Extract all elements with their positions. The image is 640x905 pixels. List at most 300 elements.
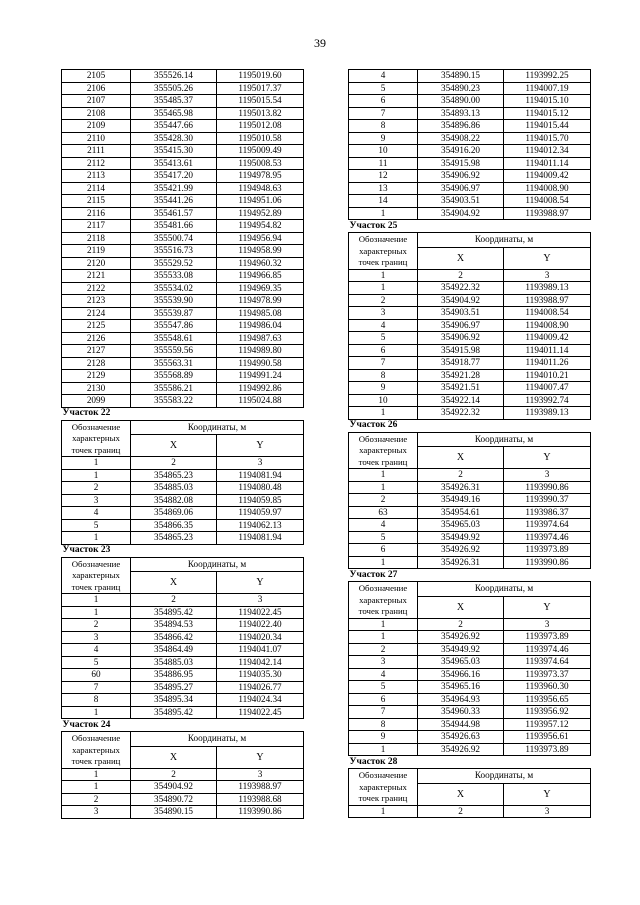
y-coordinate-cell: 1193956.92 bbox=[504, 706, 591, 719]
y-coordinate-cell: 1194011.14 bbox=[504, 344, 591, 357]
y-coordinate-cell: 1193986.37 bbox=[504, 506, 591, 519]
x-coordinate-cell: 355526.14 bbox=[131, 70, 217, 83]
point-id-cell: 2106 bbox=[62, 82, 131, 95]
column-number-cell: 2 bbox=[418, 805, 504, 818]
point-id-cell: 4 bbox=[349, 519, 418, 532]
coordinates-header: Координаты, м bbox=[131, 420, 304, 435]
point-id-cell: 2 bbox=[62, 482, 131, 495]
y-coordinate-cell: 1194966.85 bbox=[217, 270, 304, 283]
column-number-cell: 1 bbox=[62, 457, 131, 470]
x-coordinate-cell: 354894.53 bbox=[131, 619, 217, 632]
y-header: Y bbox=[217, 746, 304, 768]
y-coordinate-cell: 1193988.97 bbox=[217, 781, 304, 794]
table-row bbox=[349, 531, 591, 544]
x-coordinate-cell: 355529.52 bbox=[131, 257, 217, 270]
point-id-cell: 2107 bbox=[62, 95, 131, 108]
table-row bbox=[62, 706, 304, 719]
table-row bbox=[62, 656, 304, 669]
coordinates-table-left bbox=[61, 69, 304, 819]
point-id-cell: 2112 bbox=[62, 157, 131, 170]
designation-header: Обозначение характерных точек границ bbox=[349, 769, 418, 806]
table-row bbox=[62, 170, 304, 183]
point-id-cell: 7 bbox=[62, 681, 131, 694]
section-title: Участок 27 bbox=[349, 569, 591, 582]
designation-header: Обозначение характерных точек границ bbox=[349, 233, 418, 270]
section-title-row bbox=[349, 419, 591, 432]
x-coordinate-cell: 354966.16 bbox=[418, 668, 504, 681]
y-coordinate-cell: 1194012.34 bbox=[504, 145, 591, 158]
table-row bbox=[62, 619, 304, 632]
point-id-cell: 2110 bbox=[62, 132, 131, 145]
x-coordinate-cell: 354866.42 bbox=[131, 631, 217, 644]
y-coordinate-cell: 1194952.89 bbox=[217, 207, 304, 220]
y-coordinate-cell: 1194989.80 bbox=[217, 345, 304, 358]
table-row bbox=[62, 257, 304, 270]
table-row bbox=[62, 806, 304, 819]
y-coordinate-cell: 1194009.42 bbox=[504, 170, 591, 183]
point-id-cell: 9 bbox=[349, 731, 418, 744]
x-coordinate-cell: 354890.72 bbox=[131, 793, 217, 806]
x-coordinate-cell: 355539.90 bbox=[131, 295, 217, 308]
point-id-cell: 6 bbox=[349, 544, 418, 557]
x-coordinate-cell: 354895.27 bbox=[131, 681, 217, 694]
point-id-cell: 1 bbox=[62, 781, 131, 794]
y-coordinate-cell: 1193990.86 bbox=[504, 556, 591, 569]
x-header: X bbox=[131, 435, 217, 457]
y-coordinate-cell: 1194992.86 bbox=[217, 382, 304, 395]
x-coordinate-cell: 354964.93 bbox=[418, 693, 504, 706]
point-id-cell: 1 bbox=[62, 606, 131, 619]
y-coordinate-cell: 1193956.61 bbox=[504, 731, 591, 744]
section-title-row bbox=[62, 407, 304, 420]
point-id-cell: 2127 bbox=[62, 345, 131, 358]
column-number-cell: 1 bbox=[349, 469, 418, 482]
point-id-cell: 2099 bbox=[62, 395, 131, 408]
y-coordinate-cell: 1194008.54 bbox=[504, 307, 591, 320]
column-number-cell: 3 bbox=[504, 805, 591, 818]
column-number-cell: 2 bbox=[131, 768, 217, 781]
x-coordinate-cell: 354885.03 bbox=[131, 482, 217, 495]
point-id-cell: 2111 bbox=[62, 145, 131, 158]
left-column bbox=[61, 69, 303, 819]
x-coordinate-cell: 355417.20 bbox=[131, 170, 217, 183]
y-coordinate-cell: 1193992.25 bbox=[504, 70, 591, 83]
table-row bbox=[62, 70, 304, 83]
table-row bbox=[349, 294, 591, 307]
x-coordinate-cell: 354922.32 bbox=[418, 407, 504, 420]
y-header: Y bbox=[504, 783, 591, 805]
point-id-cell: 5 bbox=[349, 82, 418, 95]
coordinates-header: Координаты, м bbox=[418, 233, 591, 248]
designation-header: Обозначение характерных точек границ bbox=[349, 582, 418, 619]
x-coordinate-cell: 355485.37 bbox=[131, 95, 217, 108]
table-row bbox=[349, 157, 591, 170]
y-coordinate-cell: 1194015.70 bbox=[504, 132, 591, 145]
table-row bbox=[62, 644, 304, 657]
point-id-cell: 3 bbox=[62, 631, 131, 644]
y-coordinate-cell: 1194956.94 bbox=[217, 232, 304, 245]
x-coordinate-cell: 354866.35 bbox=[131, 519, 217, 532]
table-row bbox=[349, 382, 591, 395]
point-id-cell: 5 bbox=[349, 332, 418, 345]
y-coordinate-cell: 1194969.35 bbox=[217, 282, 304, 295]
y-coordinate-cell: 1194041.07 bbox=[217, 644, 304, 657]
x-coordinate-cell: 354916.20 bbox=[418, 145, 504, 158]
designation-header: Обозначение характерных точек границ bbox=[62, 732, 131, 769]
column-number-cell: 2 bbox=[418, 269, 504, 282]
point-id-cell: 10 bbox=[349, 145, 418, 158]
table-row bbox=[62, 482, 304, 495]
x-coordinate-cell: 354949.16 bbox=[418, 494, 504, 507]
x-coordinate-cell: 354882.08 bbox=[131, 494, 217, 507]
table-row bbox=[349, 706, 591, 719]
point-id-cell: 5 bbox=[62, 656, 131, 669]
x-coordinate-cell: 354926.31 bbox=[418, 481, 504, 494]
y-header: Y bbox=[217, 572, 304, 594]
column-number-cell: 1 bbox=[62, 594, 131, 607]
x-coordinate-cell: 354906.92 bbox=[418, 332, 504, 345]
section-title-row bbox=[62, 544, 304, 557]
x-coordinate-cell: 354904.92 bbox=[418, 294, 504, 307]
x-coordinate-cell: 354890.00 bbox=[418, 95, 504, 108]
column-number-row bbox=[62, 768, 304, 781]
table-row bbox=[349, 407, 591, 420]
section-title: Участок 24 bbox=[62, 719, 304, 732]
point-id-cell: 8 bbox=[349, 718, 418, 731]
table-row bbox=[349, 556, 591, 569]
y-coordinate-cell: 1194007.19 bbox=[504, 82, 591, 95]
column-number-cell: 2 bbox=[418, 618, 504, 631]
point-id-cell: 2129 bbox=[62, 370, 131, 383]
y-coordinate-cell: 1193974.64 bbox=[504, 519, 591, 532]
coordinates-header: Координаты, м bbox=[131, 557, 304, 572]
y-coordinate-cell: 1195017.37 bbox=[217, 82, 304, 95]
point-id-cell: 2116 bbox=[62, 207, 131, 220]
x-header: X bbox=[131, 746, 217, 768]
column-number-cell: 3 bbox=[504, 618, 591, 631]
x-coordinate-cell: 354864.49 bbox=[131, 644, 217, 657]
table-row bbox=[349, 82, 591, 95]
table-row bbox=[349, 120, 591, 133]
x-coordinate-cell: 354893.13 bbox=[418, 107, 504, 120]
coordinates-header: Координаты, м bbox=[418, 769, 591, 784]
x-coordinate-cell: 354890.23 bbox=[418, 82, 504, 95]
point-id-cell: 63 bbox=[349, 506, 418, 519]
section-title-row bbox=[349, 569, 591, 582]
table-row bbox=[62, 345, 304, 358]
y-coordinate-cell: 1194015.12 bbox=[504, 107, 591, 120]
point-id-cell: 1 bbox=[349, 743, 418, 756]
table-row bbox=[62, 494, 304, 507]
table-row bbox=[62, 320, 304, 333]
x-coordinate-cell: 354921.28 bbox=[418, 369, 504, 382]
y-coordinate-cell: 1194990.58 bbox=[217, 357, 304, 370]
y-coordinate-cell: 1195009.49 bbox=[217, 145, 304, 158]
point-id-cell: 8 bbox=[349, 369, 418, 382]
point-id-cell: 3 bbox=[349, 656, 418, 669]
y-coordinate-cell: 1194022.45 bbox=[217, 706, 304, 719]
y-coordinate-cell: 1194948.63 bbox=[217, 182, 304, 195]
point-id-cell: 2109 bbox=[62, 120, 131, 133]
point-id-cell: 6 bbox=[349, 95, 418, 108]
y-coordinate-cell: 1194985.08 bbox=[217, 307, 304, 320]
x-coordinate-cell: 354904.92 bbox=[131, 781, 217, 794]
y-coordinate-cell: 1194081.94 bbox=[217, 532, 304, 545]
table-row bbox=[349, 544, 591, 557]
y-coordinate-cell: 1193974.46 bbox=[504, 643, 591, 656]
section-title: Участок 23 bbox=[62, 544, 304, 557]
y-coordinate-cell: 1194015.44 bbox=[504, 120, 591, 133]
column-number-cell: 1 bbox=[349, 618, 418, 631]
x-coordinate-cell: 354886.95 bbox=[131, 669, 217, 682]
y-coordinate-cell: 1193989.13 bbox=[504, 282, 591, 295]
point-id-cell: 2125 bbox=[62, 320, 131, 333]
x-coordinate-cell: 354865.23 bbox=[131, 469, 217, 482]
x-coordinate-cell: 354906.97 bbox=[418, 319, 504, 332]
designation-header: Обозначение характерных точек границ bbox=[349, 432, 418, 469]
x-coordinate-cell: 354890.15 bbox=[418, 70, 504, 83]
table-row bbox=[62, 370, 304, 383]
x-coordinate-cell: 355465.98 bbox=[131, 107, 217, 120]
point-id-cell: 2128 bbox=[62, 357, 131, 370]
table-row bbox=[349, 319, 591, 332]
point-id-cell: 2124 bbox=[62, 307, 131, 320]
coordinates-table-right bbox=[348, 69, 591, 818]
table-row bbox=[349, 743, 591, 756]
y-coordinate-cell: 1193992.74 bbox=[504, 394, 591, 407]
x-coordinate-cell: 355583.22 bbox=[131, 395, 217, 408]
column-number-row bbox=[62, 457, 304, 470]
point-id-cell: 4 bbox=[349, 70, 418, 83]
table-row bbox=[62, 519, 304, 532]
y-coordinate-cell: 1194986.04 bbox=[217, 320, 304, 333]
table-row bbox=[62, 132, 304, 145]
x-coordinate-cell: 355500.74 bbox=[131, 232, 217, 245]
y-coordinate-cell: 1193989.13 bbox=[504, 407, 591, 420]
x-coordinate-cell: 354915.98 bbox=[418, 157, 504, 170]
point-id-cell: 1 bbox=[349, 481, 418, 494]
table-row bbox=[62, 157, 304, 170]
point-id-cell: 2113 bbox=[62, 170, 131, 183]
point-id-cell: 1 bbox=[349, 631, 418, 644]
table-row bbox=[62, 507, 304, 520]
table-row bbox=[62, 145, 304, 158]
point-id-cell: 9 bbox=[349, 382, 418, 395]
table-row bbox=[62, 295, 304, 308]
column-number-cell: 2 bbox=[418, 469, 504, 482]
table-row bbox=[349, 182, 591, 195]
point-id-cell: 2 bbox=[349, 294, 418, 307]
x-coordinate-cell: 355559.56 bbox=[131, 345, 217, 358]
y-coordinate-cell: 1194011.14 bbox=[504, 157, 591, 170]
x-coordinate-cell: 354904.92 bbox=[418, 207, 504, 220]
x-coordinate-cell: 355547.86 bbox=[131, 320, 217, 333]
point-id-cell: 2117 bbox=[62, 220, 131, 233]
point-id-cell: 2 bbox=[349, 494, 418, 507]
table-row bbox=[349, 731, 591, 744]
section-title-row bbox=[349, 220, 591, 233]
right-column bbox=[348, 69, 590, 818]
y-coordinate-cell: 1194960.32 bbox=[217, 257, 304, 270]
table-header-row bbox=[349, 769, 591, 784]
table-header-row bbox=[62, 557, 304, 572]
x-coordinate-cell: 354885.03 bbox=[131, 656, 217, 669]
column-number-row bbox=[349, 269, 591, 282]
point-id-cell: 6 bbox=[349, 344, 418, 357]
x-coordinate-cell: 355586.21 bbox=[131, 382, 217, 395]
x-coordinate-cell: 354895.42 bbox=[131, 706, 217, 719]
y-coordinate-cell: 1194011.26 bbox=[504, 357, 591, 370]
table-row bbox=[62, 781, 304, 794]
point-id-cell: 1 bbox=[62, 469, 131, 482]
table-row bbox=[62, 270, 304, 283]
x-coordinate-cell: 355481.66 bbox=[131, 220, 217, 233]
column-number-row bbox=[349, 618, 591, 631]
point-id-cell: 5 bbox=[349, 531, 418, 544]
y-coordinate-cell: 1195012.08 bbox=[217, 120, 304, 133]
point-id-cell: 13 bbox=[349, 182, 418, 195]
x-coordinate-cell: 354915.98 bbox=[418, 344, 504, 357]
table-row bbox=[62, 532, 304, 545]
table-row bbox=[62, 382, 304, 395]
y-coordinate-cell: 1193973.37 bbox=[504, 668, 591, 681]
column-number-cell: 2 bbox=[131, 594, 217, 607]
x-coordinate-cell: 355415.30 bbox=[131, 145, 217, 158]
table-row bbox=[62, 307, 304, 320]
point-id-cell: 2 bbox=[62, 619, 131, 632]
point-id-cell: 8 bbox=[62, 694, 131, 707]
table-row bbox=[62, 631, 304, 644]
table-row bbox=[62, 282, 304, 295]
x-coordinate-cell: 354926.92 bbox=[418, 743, 504, 756]
y-coordinate-cell: 1194008.54 bbox=[504, 195, 591, 208]
section-title-row bbox=[62, 719, 304, 732]
point-id-cell: 1 bbox=[349, 207, 418, 220]
x-coordinate-cell: 354865.23 bbox=[131, 532, 217, 545]
column-number-cell: 3 bbox=[504, 469, 591, 482]
column-number-row bbox=[62, 594, 304, 607]
x-coordinate-cell: 354906.97 bbox=[418, 182, 504, 195]
coordinates-header: Координаты, м bbox=[418, 432, 591, 447]
point-id-cell: 6 bbox=[349, 693, 418, 706]
x-coordinate-cell: 354926.31 bbox=[418, 556, 504, 569]
y-coordinate-cell: 1193990.86 bbox=[217, 806, 304, 819]
y-coordinate-cell: 1194991.24 bbox=[217, 370, 304, 383]
table-row bbox=[62, 395, 304, 408]
y-coordinate-cell: 1194951.06 bbox=[217, 195, 304, 208]
section-title: Участок 28 bbox=[349, 756, 591, 769]
column-number-cell: 2 bbox=[131, 457, 217, 470]
x-coordinate-cell: 354926.63 bbox=[418, 731, 504, 744]
table-row bbox=[349, 95, 591, 108]
x-coordinate-cell: 355421.99 bbox=[131, 182, 217, 195]
y-coordinate-cell: 1194958.99 bbox=[217, 245, 304, 258]
section-title: Участок 26 bbox=[349, 419, 591, 432]
table-row bbox=[62, 107, 304, 120]
x-coordinate-cell: 354965.03 bbox=[418, 519, 504, 532]
table-row bbox=[62, 694, 304, 707]
column-number-row bbox=[349, 805, 591, 818]
point-id-cell: 8 bbox=[349, 120, 418, 133]
y-coordinate-cell: 1193988.97 bbox=[504, 207, 591, 220]
table-row bbox=[62, 207, 304, 220]
y-coordinate-cell: 1194022.40 bbox=[217, 619, 304, 632]
x-header: X bbox=[131, 572, 217, 594]
table-row bbox=[349, 357, 591, 370]
table-row bbox=[62, 606, 304, 619]
table-row bbox=[349, 631, 591, 644]
table-header-row bbox=[349, 432, 591, 447]
table-row bbox=[349, 282, 591, 295]
x-coordinate-cell: 354926.92 bbox=[418, 631, 504, 644]
y-coordinate-cell: 1193957.12 bbox=[504, 718, 591, 731]
coordinates-header: Координаты, м bbox=[131, 732, 304, 747]
point-id-cell: 7 bbox=[349, 357, 418, 370]
y-coordinate-cell: 1193990.86 bbox=[504, 481, 591, 494]
point-id-cell: 2119 bbox=[62, 245, 131, 258]
point-id-cell: 2105 bbox=[62, 70, 131, 83]
table-row bbox=[349, 481, 591, 494]
y-coordinate-cell: 1194009.42 bbox=[504, 332, 591, 345]
point-id-cell: 7 bbox=[349, 107, 418, 120]
x-coordinate-cell: 354903.51 bbox=[418, 195, 504, 208]
x-coordinate-cell: 354896.86 bbox=[418, 120, 504, 133]
x-coordinate-cell: 354944.98 bbox=[418, 718, 504, 731]
table-row bbox=[349, 307, 591, 320]
point-id-cell: 1 bbox=[62, 532, 131, 545]
table-row bbox=[62, 82, 304, 95]
table-row bbox=[349, 643, 591, 656]
y-coordinate-cell: 1193974.46 bbox=[504, 531, 591, 544]
table-row bbox=[349, 170, 591, 183]
point-id-cell: 14 bbox=[349, 195, 418, 208]
table-row bbox=[349, 668, 591, 681]
table-row bbox=[349, 332, 591, 345]
table-row bbox=[349, 195, 591, 208]
table-row bbox=[349, 207, 591, 220]
y-header: Y bbox=[504, 596, 591, 618]
table-row bbox=[349, 494, 591, 507]
section-title: Участок 25 bbox=[349, 220, 591, 233]
column-number-cell: 3 bbox=[217, 457, 304, 470]
y-coordinate-cell: 1193973.89 bbox=[504, 544, 591, 557]
y-coordinate-cell: 1194059.85 bbox=[217, 494, 304, 507]
table-row bbox=[349, 718, 591, 731]
point-id-cell: 60 bbox=[62, 669, 131, 682]
point-id-cell: 2114 bbox=[62, 182, 131, 195]
y-coordinate-cell: 1194022.45 bbox=[217, 606, 304, 619]
x-coordinate-cell: 354906.92 bbox=[418, 170, 504, 183]
designation-header: Обозначение характерных точек границ bbox=[62, 557, 131, 594]
table-row bbox=[62, 195, 304, 208]
table-row bbox=[349, 145, 591, 158]
y-coordinate-cell: 1193960.30 bbox=[504, 681, 591, 694]
x-coordinate-cell: 355533.08 bbox=[131, 270, 217, 283]
y-coordinate-cell: 1194080.48 bbox=[217, 482, 304, 495]
x-coordinate-cell: 355516.73 bbox=[131, 245, 217, 258]
x-header: X bbox=[418, 447, 504, 469]
table-row bbox=[62, 469, 304, 482]
y-coordinate-cell: 1195013.82 bbox=[217, 107, 304, 120]
y-coordinate-cell: 1194035.30 bbox=[217, 669, 304, 682]
y-header: Y bbox=[504, 247, 591, 269]
point-id-cell: 4 bbox=[62, 644, 131, 657]
y-coordinate-cell: 1194042.14 bbox=[217, 656, 304, 669]
table-row bbox=[349, 693, 591, 706]
x-coordinate-cell: 354960.33 bbox=[418, 706, 504, 719]
x-coordinate-cell: 354926.92 bbox=[418, 544, 504, 557]
table-row bbox=[349, 70, 591, 83]
